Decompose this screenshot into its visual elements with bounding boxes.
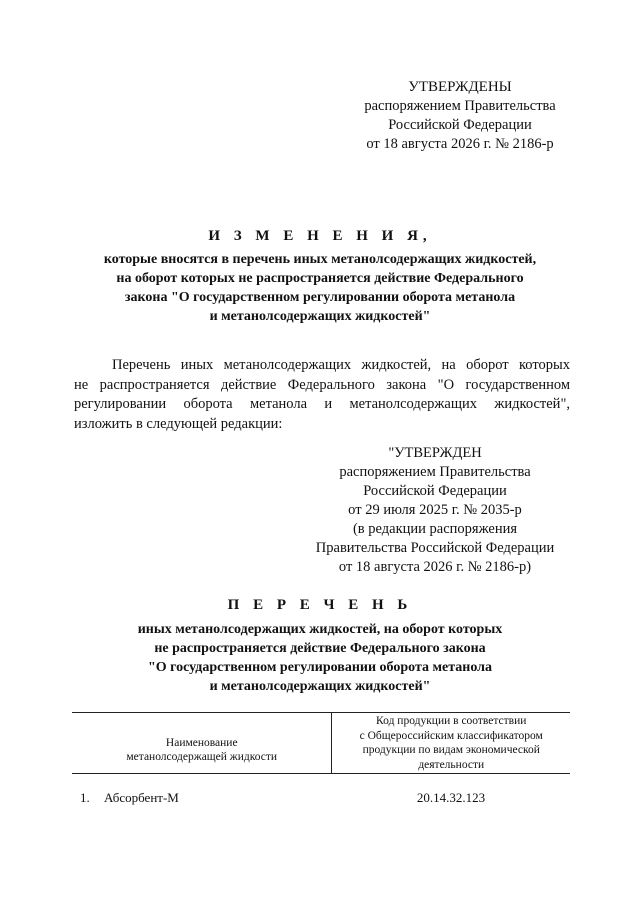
approval-date: от 18 августа 2026 г. № 2186-р xyxy=(366,136,554,152)
revised-approval-stamp xyxy=(300,444,570,577)
row-name: Абсорбент-М xyxy=(104,790,179,805)
header-text: с Общероссийским классификатором xyxy=(359,729,543,742)
approval-title: УТВЕРЖДЕНЫ xyxy=(408,79,512,95)
paragraph-line: не распространяется действие Федерального закона "О государственном xyxy=(74,376,570,393)
paragraph-line: Перечень иных метанолсодержащих жидкостей, на оборот которых xyxy=(112,357,570,373)
revised-approval-line: (в редакции распоряжения xyxy=(352,521,518,537)
paragraph-line: регулировании оборота метанола и метанолсодержащих жидкостей", xyxy=(74,396,570,412)
revised-approval-line: Российской Федерации xyxy=(363,483,507,499)
list-subheading-line: не распространяется действие Федерального закона xyxy=(154,641,486,656)
changes-heading: И З М Е Н Е Н И Я, xyxy=(208,228,432,244)
header-text: деятельности xyxy=(418,758,485,771)
header-code-column xyxy=(331,713,570,773)
subheading-line: закона "О государственном регулировании оборота метанола xyxy=(124,290,516,305)
header-text: Код продукции в соответствии xyxy=(376,715,527,727)
revised-approval-line: распоряжением Правительства xyxy=(339,464,531,480)
list-subheading-line: и метанолсодержащих жидкостей" xyxy=(209,679,431,694)
row-number: 1. xyxy=(80,790,90,805)
table-header xyxy=(72,712,570,774)
revised-approval-line: "УТВЕРЖДЕН xyxy=(388,445,482,461)
list-subheading xyxy=(70,620,570,696)
list-subheading-line: "О государственном регулировании оборота метанола xyxy=(147,660,493,675)
approval-line: Российской Федерации xyxy=(388,117,532,133)
header-text: метанолсодержащей жидкости xyxy=(126,751,278,763)
header-text: Наименование xyxy=(165,736,238,749)
list-subheading-line: иных метанолсодержащих жидкостей, на оборот которых xyxy=(137,622,503,637)
paragraph-line: изложить в следующей редакции: xyxy=(74,415,283,432)
row-code: 20.14.32.123 xyxy=(416,790,486,805)
subheading-line: которые вносятся в перечень иных метанолсодержащих жидкостей, xyxy=(103,252,537,267)
changes-subheading xyxy=(60,250,580,326)
header-name-column xyxy=(72,713,331,773)
list-heading: П Е Р Е Ч Е Н Ь xyxy=(227,597,413,613)
body-paragraph xyxy=(74,356,570,434)
table-row xyxy=(72,790,570,806)
approval-stamp xyxy=(340,78,580,154)
approval-line: распоряжением Правительства xyxy=(364,98,556,114)
subheading-line: на оборот которых не распространяется действие Федерального xyxy=(116,271,524,286)
revised-approval-line: от 29 июля 2025 г. № 2035-р xyxy=(348,502,522,518)
revised-approval-line: от 18 августа 2026 г. № 2186-р) xyxy=(338,559,532,575)
revised-approval-line: Правительства Российской Федерации xyxy=(315,540,555,556)
header-text: продукции по видам экономической xyxy=(362,744,540,756)
subheading-line: и метанолсодержащих жидкостей" xyxy=(209,309,431,324)
list-table xyxy=(72,712,570,806)
